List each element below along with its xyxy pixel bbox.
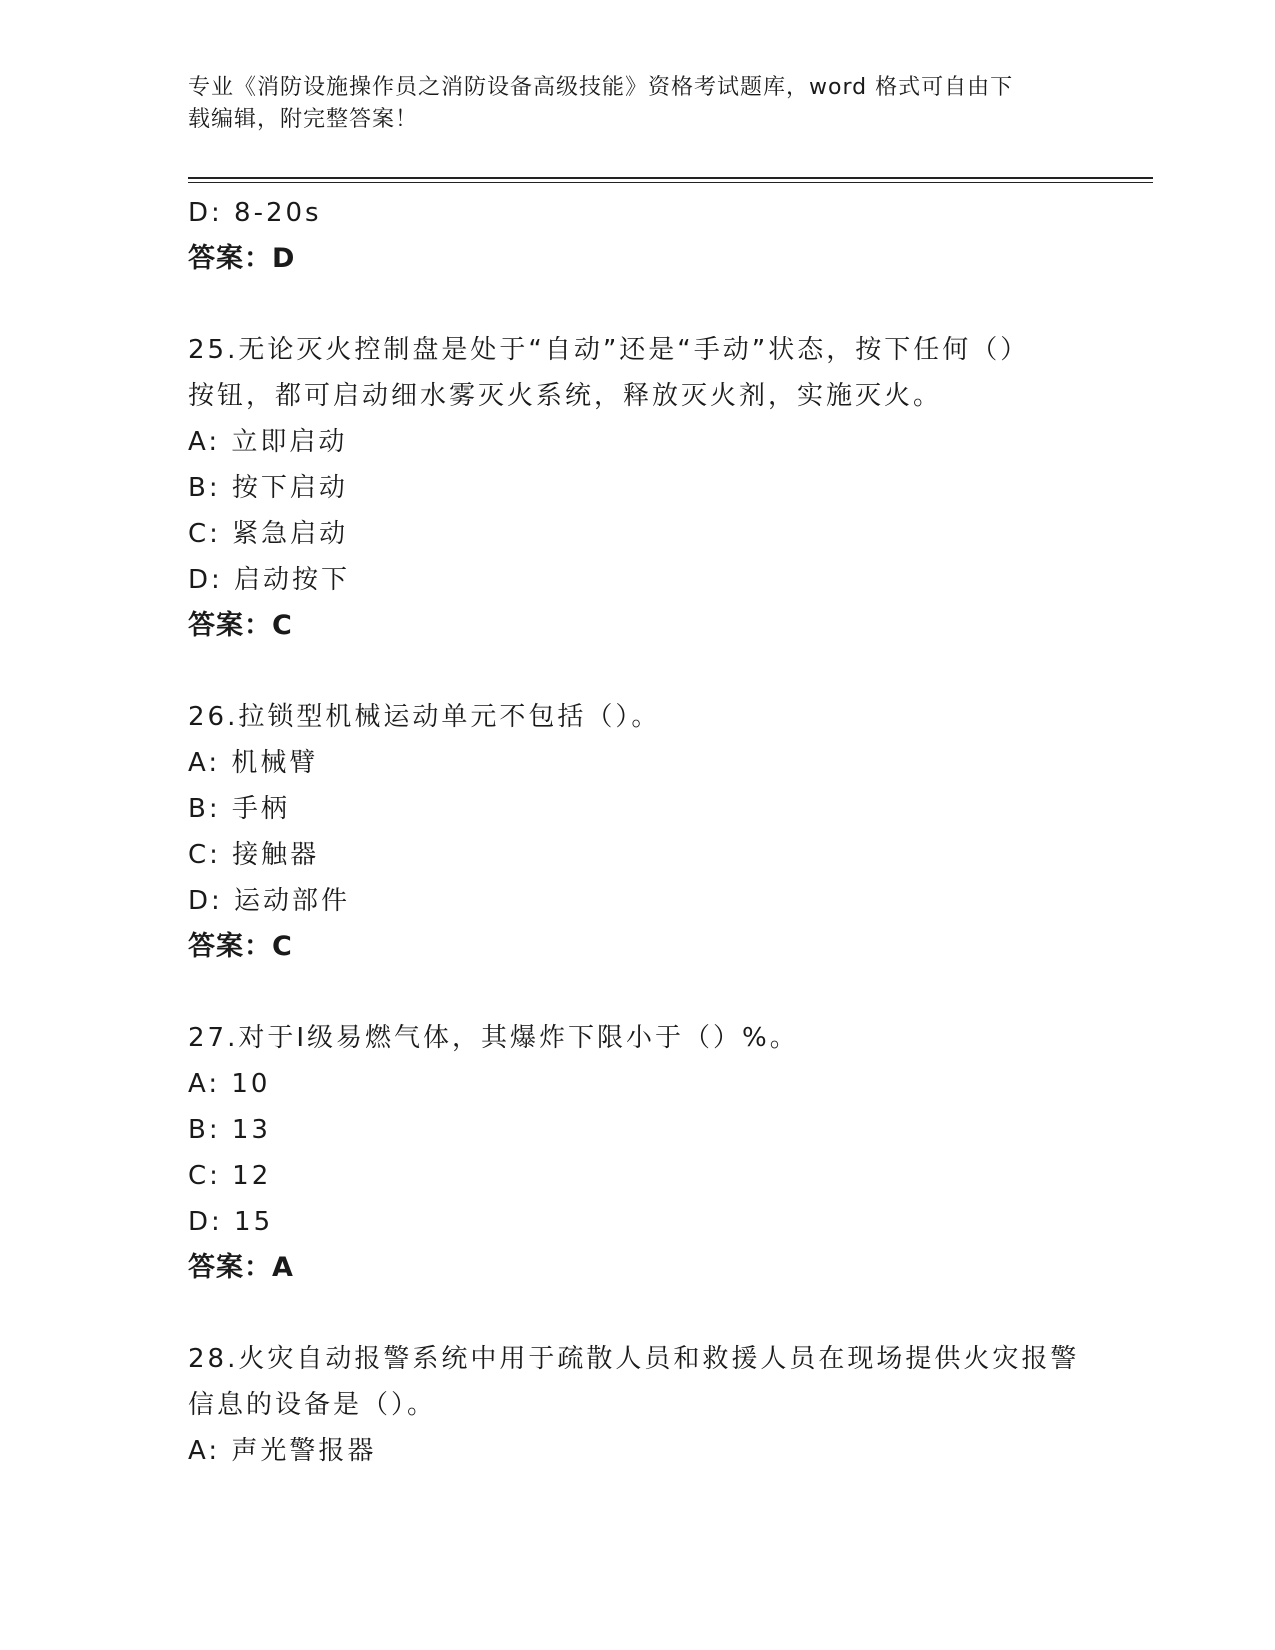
question-stem-line-2: 按钮，都可启动细水雾灭火系统，释放灭火剂，实施灭火。 bbox=[188, 381, 943, 411]
prev-answer: 答案：D bbox=[188, 243, 296, 274]
option-d: D: 启动按下 bbox=[188, 565, 351, 595]
option-d: D: 15 bbox=[188, 1207, 274, 1237]
option-d: D: 运动部件 bbox=[188, 886, 351, 916]
question-26 bbox=[188, 694, 1088, 970]
option-a: A: 10 bbox=[188, 1069, 271, 1099]
question-stem-line-1: 27.对于Ⅰ级易燃气体，其爆炸下限小于（）%。 bbox=[188, 1023, 799, 1053]
question-27 bbox=[188, 1015, 1088, 1291]
answer: 答案：C bbox=[188, 931, 293, 962]
answer: 答案：A bbox=[188, 1252, 294, 1283]
question-28 bbox=[188, 1336, 1088, 1474]
document-header bbox=[188, 72, 1088, 136]
option-a: A: 立即启动 bbox=[188, 427, 348, 457]
option-c: C: 紧急启动 bbox=[188, 519, 349, 549]
header-divider-thin bbox=[188, 182, 1153, 183]
prev-option-d: D: 8-20s bbox=[188, 198, 322, 228]
option-b: B: 手柄 bbox=[188, 794, 290, 824]
option-c: C: 12 bbox=[188, 1161, 272, 1191]
question-list bbox=[188, 190, 1088, 1474]
option-c: C: 接触器 bbox=[188, 840, 320, 870]
header-line-1: 专业《消防设施操作员之消防设备高级技能》资格考试题库，word 格式可自由下 bbox=[188, 75, 1014, 100]
question-stem-line-1: 28.火灾自动报警系统中用于疏散人员和救援人员在现场提供火灾报警 bbox=[188, 1344, 1080, 1374]
question-stem-line-1: 25.无论灭火控制盘是处于“自动”还是“手动”状态，按下任何（） bbox=[188, 335, 1030, 365]
answer: 答案：C bbox=[188, 610, 293, 641]
header-line-2: 载编辑，附完整答案！ bbox=[188, 107, 419, 132]
header-divider-thick bbox=[188, 177, 1153, 179]
question-stem-line-1: 26.拉锁型机械运动单元不包括（）。 bbox=[188, 702, 661, 732]
option-b: B: 13 bbox=[188, 1115, 271, 1145]
option-a: A: 声光警报器 bbox=[188, 1436, 377, 1466]
option-b: B: 按下启动 bbox=[188, 473, 348, 503]
option-a: A: 机械臂 bbox=[188, 748, 319, 778]
question-25 bbox=[188, 327, 1088, 649]
question-stem-line-2: 信息的设备是（）。 bbox=[188, 1390, 437, 1420]
